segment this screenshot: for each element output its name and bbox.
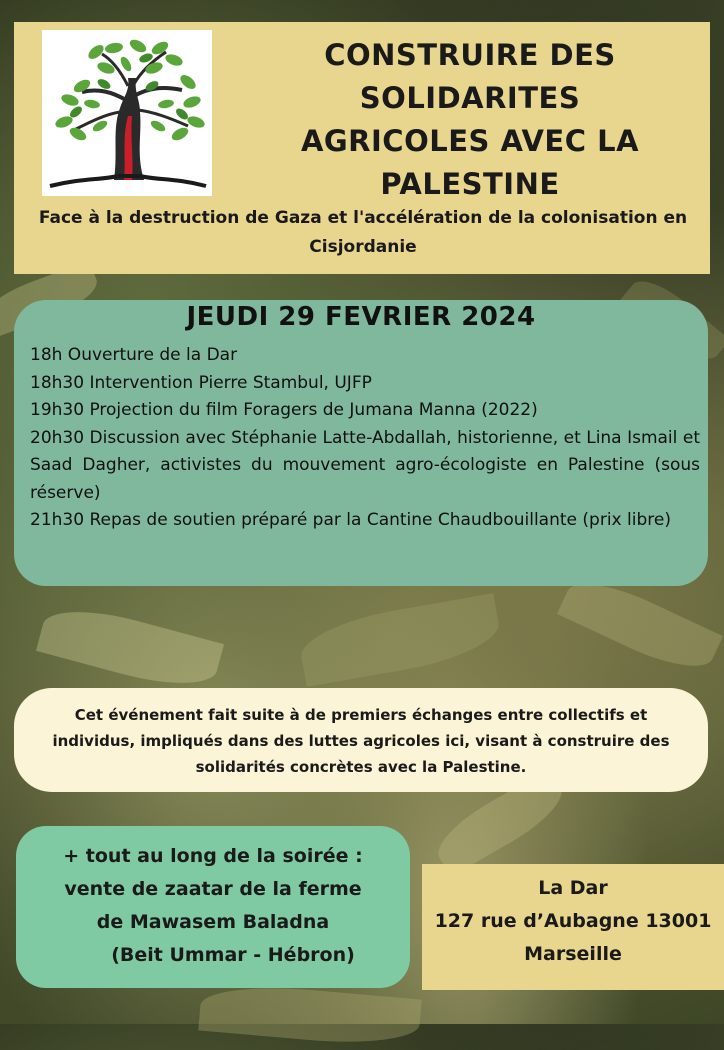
title-line: CONSTRUIRE DES (324, 38, 616, 72)
subtitle-line: Face à la destruction de Gaza et l'accélération de la colonisation en (38, 208, 688, 228)
venue-name: La Dar (538, 877, 608, 899)
program-list (30, 342, 700, 535)
title-line: PALESTINE (380, 167, 560, 201)
program-item: 18h Ouverture de la Dar (30, 345, 238, 365)
zaatar-line: (Beit Ummar - Hébron) (111, 944, 355, 966)
title-line: SOLIDARITES (359, 81, 581, 115)
program-panel (14, 300, 708, 586)
venue-address (422, 872, 724, 971)
event-date: JEUDI 29 FEVRIER 2024 (186, 302, 536, 332)
title-line: AGRICOLES AVEC LA (300, 124, 640, 158)
address-panel (422, 864, 724, 990)
program-item: 21h30 Repas de soutien préparé par la Cantine Chaudbouillante (prix libre) (30, 510, 671, 530)
subtitle-line: Cisjordanie (309, 237, 417, 257)
event-title (254, 34, 686, 206)
note-line: Cet événement fait suite à de premiers échanges entre collectifs et (74, 706, 648, 724)
context-note (38, 702, 684, 780)
program-item: 18h30 Intervention Pierre Stambul, UJFP (30, 372, 372, 393)
zaatar-line: vente de zaatar de la ferme (64, 878, 362, 900)
note-line: solidarités concrètes avec la Palestine. (195, 758, 527, 776)
context-note-panel (14, 688, 708, 792)
zaatar-line: + tout au long de la soirée : (63, 845, 363, 867)
event-subtitle (18, 204, 708, 262)
header-panel (14, 22, 710, 274)
city: Marseille (524, 943, 622, 965)
zaatar-panel (16, 826, 410, 988)
zaatar-info (16, 840, 410, 972)
street-address: 127 rue d’Aubagne 13001 (434, 910, 712, 932)
tree-icon (42, 30, 212, 196)
program-item: 20h30 Discussion avec Stéphanie Latte-Abdallah, historienne, et Lina Ismail et Saad Dagher, activistes du mouvement agro-écologiste en Palestine (sous réserve) (30, 427, 700, 503)
program-item: 19h30 Projection du film Foragers de Jumana Manna (2022) (30, 400, 538, 420)
zaatar-line: de Mawasem Baladna (96, 911, 330, 933)
logo (42, 30, 212, 196)
note-line: individus, impliqués dans des luttes agricoles ici, visant à construire des (52, 732, 670, 750)
